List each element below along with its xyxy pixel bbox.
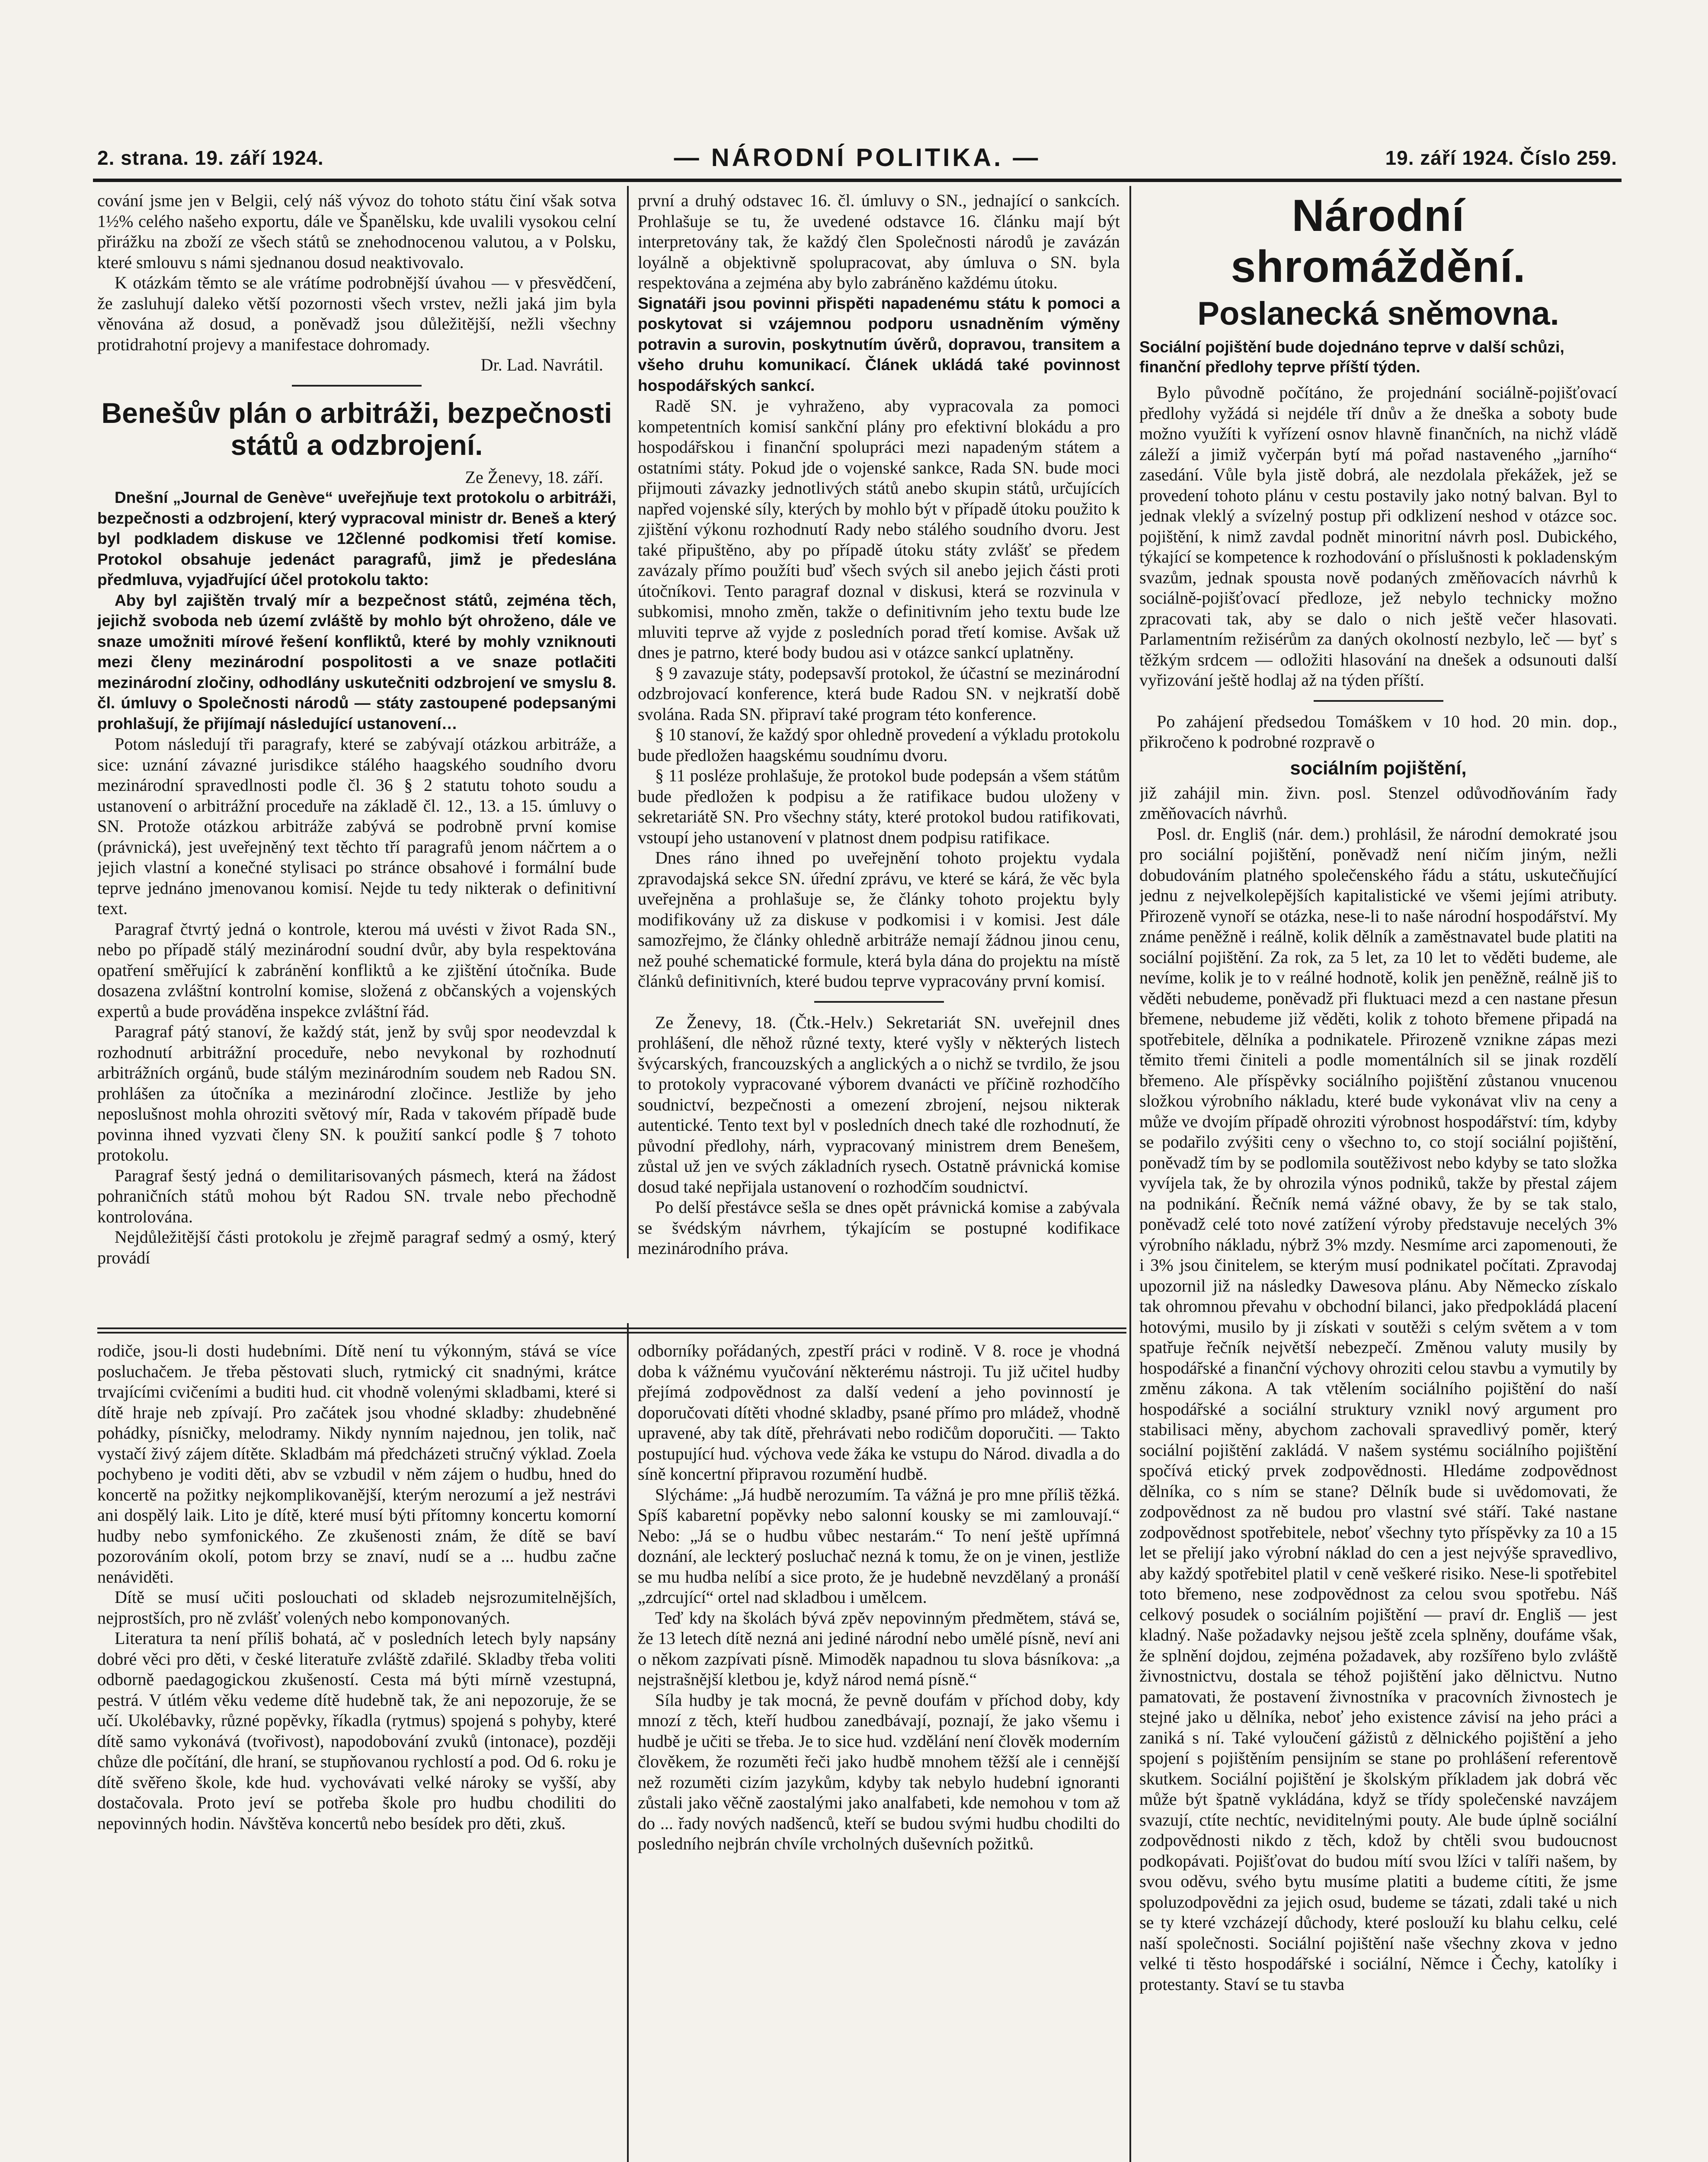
paragraph: § 9 zavazuje státy, podepsavší protokol, že účastní se mezinárodní odzbrojovací konference, která bude Radou SN. v nejkratší době svolána. Rada SN. připraví také program této konference.	[638, 663, 1120, 724]
feuilleton-column-left	[97, 1340, 616, 2162]
paragraph: Po zahájení předsedou Tomáškem v 10 hod. 20 min. dop., přikročeno k podrobné rozpravě o	[1139, 711, 1617, 752]
paragraph: první a druhý odstavec 16. čl. úmluvy o SN., jednající o sankcích. Prohlašuje se tu, že uvedené odstavce 16. článku mají být interpretovány tak, že každý člen Společnosti národů je zavázán loyálně a objektivně spolupracovat, aby úmluva o SN. byla respektována a zejména aby bylo zabráněno každému útoku.	[638, 191, 1120, 292]
paragraph: odborníky pořádaných, zpestří práci v rodině. V 8. roce je vhodná doba k vážnému vyučování některému nástroji. Tu již učitel hudby přejímá zodpovědnost za další vedení a jeho povinností je doporučovati dítěti vhodné skladby, psané přímo pro mládež, vhodně upravené, aby tak dítě, přehrávati nebo rodičům doporučiti. — Takto postupující hud. výchova vede žáka ke vstupu do Národ. divadla a do síně koncertní připravou rozumění hudbě.	[638, 1341, 1120, 1484]
paragraph: § 10 stanoví, že každý spor ohledně provedení a výkladu protokolu bude předložen haagskému soudnímu dvoru.	[638, 725, 1120, 765]
newspaper-title: — NÁRODNÍ POLITIKA. —	[674, 144, 1041, 172]
headline-benes-plan: Benešův plán o arbitráži, bezpečnosti států a odzbrojení.	[101, 397, 612, 461]
paragraph: Literatura ta není příliš bohatá, ač v posledních letech byly napsány dobré věci pro děti, v české literatuře zvláště zdařilé. Skladby třeba voliti odborně paedagogickou zkušeností. Cesta má býti mírně vzestupná, pestrá. V útlém věku vedeme dítě hudebně tak, že ani nepozoruje, že se učí. Ukolébavky, různé popěvky, říkadla (rytmus) spojená s pohyby, které dítě samo vykonává (tvořivost), napodobování zvuků (intonace), později chůze dle počítání, dle hraní, se stupňovanou rychlostí a pod. Od 6. roku je dítě svěřeno škole, kde hud. vychovávati velké nároky se vyšší, aby dostačovala. Proto jeví se potřeba škole pro hudbu chodiliti do nepovinných hodin. Návštěva koncertů nebo besídek pro děti, zkuš.	[97, 1628, 616, 1833]
column-middle	[638, 190, 1120, 1323]
separator	[292, 385, 422, 387]
paragraph: Bylo původně počítáno, že projednání sociálně-pojišťovací předlohy vyžádá si nejdéle tří dnův a že dneška a soboty bude možno využíti k vyřízení osnov hlavně finančních, na nichž vládě záleží a jimiž vyčerpán bytí má pořad nastaveného „jarního“ zasedání. Vůle byla jistě dobrá, ale nezdolala překážek, jež se provedení tohoto plánu v cestu postavily jako notný balvan. Byl to jednak vleklý a svízelný postup při odklizení neshod v otázce soc. pojištění, k nimž zavdal podnět minoritní návrh posl. Dubického, týkající se kompetence k rozhodování o příslušnosti k pokladenským svazům, jednak spousta nově podaných změňovacích návrhů k sociálně-pojišťovací předloze, jež nebylo technicky možno zpracovati tak, aby se dalo o nich ještě večer hlasovati. Parlamentním režisérům za daných okolností nezbylo, leč — byť s těžkým srdcem — odložiti hlasování na dnešek a odsunouti další vyřizování ještě hodlaj až na týden příští.	[1139, 383, 1617, 690]
masthead-rule	[93, 179, 1622, 182]
paragraph: Ze Ženevy, 18. (Čtk.-Helv.) Sekretariát SN. uveřejnil dnes prohlášení, dle něhož různé texty, které vyšly v některých listech švýcarských, francouzských a anglických a o nichž se tvrdilo, že jsou to protokoly vypracované výborem dvanácti ve příčině rozhodčího soudnictví, bezpečnosti a omezení zbrojení, nejsou nikterak autentické. Tento text byl v posledních dnech také dle rozhodnutí, že původní předlohy, nárh, vypracovaný ministrem drem Benešem, zůstal už jen ve svých základních rysech. Ostatně právnická komise dosud také nepřijala ustanovení o rozhodčím soudnictví.	[638, 1012, 1120, 1196]
paragraph: Teď kdy na školách bývá zpěv nepovinným předmětem, stává se, že 13 letech dítě nezná ani jediné národní nebo umělé písně, neví ani o někom zazpívati písně. Mimoděk napadnou tu slova básníkova: „a nejstrašnější kletbou je, když národ nemá písně.“	[638, 1608, 1120, 1689]
author-signature: Dr. Lad. Navrátil.	[480, 355, 603, 374]
feuilleton-column-middle	[638, 1340, 1120, 2162]
paragraph: Paragraf šestý jedná o demilitarisovaných pásmech, která na žádost pohraničních států mohou být Radou SN. trvale nebo přechodně kontrolována.	[97, 1165, 616, 1226]
section-title: Národní shromáždění.	[1231, 191, 1526, 292]
masthead	[93, 145, 1622, 184]
paragraph: rodiče, jsou-li dosti hudebními. Dítě není tu výkonným, stává se více posluchačem. Je třeba pěstovati sluch, rytmický cit snadnými, krátce trvajícími cvičeními a buditi hud. cit vhodně volenými skladbami, které si dítě hraje neb zpívají. Pro začátek jsou vhodné skladby: zhudebněné pohádky, písničky, melodramy. Nikdy nynním najednou, jen tolik, nač vystačí živý zájem dítěte. Skladbám má předcházeti stručný výklad. Zoela pochybeno je voditi děti, abv se vzbudil v něm zájem o hudbu, hned do koncertě na požitky nejkomplikovanější, kterým nerozumí a jež nestrávi ani dospělý laik. Lito je dítě, které musí býti přítomny koncertu komorní hudby nebo symfonického. Ze zkušenosti znám, že dítě se baví pozorováním okolí, potom brzy se znaví, nudí se a ... hudbu začne nenáviděti.	[97, 1341, 616, 1586]
paragraph: Dítě se musí učiti poslouchati od skladeb nejsrozumitelnějších, nejprostších, pro ně zvlášť volených nebo komponovaných.	[97, 1587, 616, 1628]
article-continuation: cování jsme jen v Belgii, celý náš vývoz do tohoto státu činí však sotva 1½% celého našeho exportu, dále ve Španělsku, kde uvalili vysokou celní přirážku na zboží ze všech států se znehodnocenou valutou, a v Polsku, které smlouvu s námi sjednanou dosud neaktivovalo.	[97, 191, 616, 272]
paragraph: Radě SN. je vyhraženo, aby vypracovala za pomoci kompetentních komisí sankční plány pro efektivní blokádu a pro hospodářskou i finanční spolupráci mezi napadeným státem a ostatními státy. Pokud jde o vojenské sankce, Rada SN. bude moci přijmouti závazky jednotlivých států anebo skupin států, určujících napřed vojenské síly, kterých by mohlo být v případě útoku použito k zjištění výkonu rozhodnutí Rady nebo stálého soudního dvoru. Jest také připuštěno, aby po případě útoku státy zvlášť se předem zavázaly přímo použíti buď všech svých sil anebo jejich části proti útočníkovi. Tento paragraf doznal v diskusi, která se rozvinula v subkomisi, mnoho změn, takže o definitivním jeho textu bude lze mluviti teprve až vyjde z posledních porad třetí komise. Avšak už dnes je patrno, které body budou asi v otázce sankcí uplatněny.	[638, 396, 1120, 662]
column-right	[1139, 190, 1617, 2162]
issue-date-number: 19. září 1924. Číslo 259.	[1385, 147, 1617, 169]
bold-paragraph: Signatáři jsou povinni přispěti napadenému státu k pomoci a poskytovat si vzájemnou podporu usnadněním výměny potravin a surovin, poskytnutím úvěrů, dopravou, transitem a všeho druhu komunikací. Článek ukládá také povinnost hospodářských sankcí.	[638, 294, 1120, 394]
paragraph: K otázkám těmto se ale vrátíme podrobnější úvahou — v přesvědčení, že zasluhují daleko větší pozornosti všech vrstev, nežli jaká jim byla věnována až dosud, a poněvadž jsou důležitější, nežli všechny protidrahotní projevy a manifestace dohromady.	[97, 273, 616, 354]
separator	[1314, 700, 1443, 702]
protocol-quote: Aby byl zajištěn trvalý mír a bezpečnost států, zejména těch, jejichž svoboda neb území zvláště by mohlo být ohroženo, dále ve snaze umožniti mírové řešení konfliktů, které by mohly vzniknouti mezi členy mezinárodní pospolitosti a ve snaze potlačiti mezinárodní zločiny, odhodlány uskutečniti odzbrojení ve smyslu 8. čl. úmluvy o Společnosti národů — státy zastoupené podepsanými prohlašují, že přijímají následující ustanovení…	[97, 591, 616, 732]
paragraph: Paragraf pátý stanoví, že každý stát, jenž by svůj spor neodevzdal k rozhodnutí arbitrážní proceduře, nebo nevykonal by rozhodnutí arbitrážních orgánů, bude stálým mezinárodním soudem neb Radou SN. prohlášen za útočníka a mezinárodní zločince. Jestliže by jeho neposlušnost mohla ohroziti světový mír, Rada v takovém případě bude povinna ihned vyzvati členy SN. k použití sankcí podle § 7 tohoto protokolu.	[97, 1022, 616, 1164]
paragraph: Paragraf čtvrtý jedná o kontrole, kterou má uvésti v život Rada SN., nebo po případě stálý mezinárodní soudní dvůr, aby byla respektována opatření směřující k zabránění konfliktů a ke zjištění útočníka. Bude dosazena zvláštní kontrolní komise, složená z občanských a vojenských expertů a bude prováděna inspekce zvláštní řád.	[97, 919, 616, 1021]
topic-heading: sociálním pojištění,	[1290, 757, 1467, 779]
paragraph: Nejdůležitější části protokolu je zřejmě paragraf sedmý a osmý, který provádí	[97, 1227, 616, 1267]
paragraph: Potom následují tři paragrafy, které se zabývají otázkou arbitráže, a sice: uznání závazné jurisdikce stálého haagského soudního dvoru mezinárodní spravedlnosti podle čl. 36 § 2 statutu tohoto soudu a ustanovení o arbitrážní proceduře na základě čl. 12., 13. a 15. úmluvy o SN. Protože otázkou arbitráže zabývá se podrobně první komise (právnická), jest uveřejněný text těchto tří paragrafů jenom náčrtem a o jejich vlastní a konečné stylisaci po stránce obsahové i formální bude teprve jednáno jmenovanou komisí. Nejde tu tedy nikterak o definitivní text.	[97, 734, 616, 918]
page-number-date: 2. strana. 19. září 1924.	[97, 147, 324, 169]
paragraph: Síla hudby je tak mocná, že pevně doufám v příchod doby, kdy mnozí z těch, kteří hudbou zanedbávají, poznají, že jako všemu i hudbě je učiti se třeba. Je to sice hud. vzdělání není člověk moderním člověkem, že rozuměti řeči jako hudbě mnohem těžší ale i cennější než rozuměti cizím jazykům, kdyby tak nebylo hudební ignoranti zůstali jako věčně zaostalými jako analfabeti, kde nemohou v tom až do ... řady nových nadšenců, kteří se budou svými hudbu chodilti do posledního nejbrán chvíle vrcholných duševních požitků.	[638, 1690, 1120, 1853]
section-subtitle: Poslanecká sněmovna.	[1197, 295, 1559, 332]
paragraph: již zahájil min. živn. posl. Stenzel odůvodňováním řady změňovacích návrhů.	[1139, 783, 1617, 823]
feuilleton-rule	[97, 1327, 1126, 1334]
paragraph: Po delší přestávce sešla se dnes opět právnická komise a zabývala se švédským návrhem, týkajícím se postupné kodifikace mezinárodního práva.	[638, 1197, 1120, 1258]
lead-paragraph: Dnešní „Journal de Genève“ uveřejňuje text protokolu o arbitráži, bezpečnosti a odzbrojení, který vypracoval ministr dr. Beneš a který byl podkladem diskuse ve 12členné podkomisi třetí komise. Protokol obsahuje jedenáct paragrafů, jimž je předeslána předmluva, vyjadřující účel protokolu takto:	[97, 489, 616, 588]
paragraph: Dnes ráno ihned po uveřejnění tohoto projektu vydala zpravodajská sekce SN. úřední zprávu, ve které se kárá, že věc byla uveřejněna a prohlašuje se, že články tohoto projektu byly modifikovány už za diskuse v podkomisi i v komisi. Jest dále samozřejmo, že články ohledně arbitráže nemají žádnou jinou cenu, než pouhé schematické formule, která byla dána do projektu na místě článků definitivních, které budou teprve vypracovány první komisí.	[638, 848, 1120, 991]
column-left	[97, 190, 616, 1323]
paragraph: Posl. dr. Engliš (nár. dem.) prohlásil, že národní demokraté jsou pro sociální pojištění, poněvadž není ničím jiným, nežli dobudováním platného společenského řádu a státu, uskutečňující jednu z nejvelkolepějších kapitalistické ve všemi jejími atributy. Přirozeně vynoří se otázka, nese-li to naše národní hospodářství. My známe peněžně i reálně, kolik dělník a zaměstnavatel bude platiti na sociální pojištění. Za rok, za 5 let, za 10 let to věděti budeme, ale nevíme, kolik je to v reálné hodnotě, kolik jen peněžně, reálně jiš to věděti nebudeme, poněvadž při fluktuaci mezd a cen nastane přesun břemene, nebudeme již věděti, kolik z tohoto břemene připadá na spotřebitele, dělníka a podnikatele. Přirozeně vznikne zápas mezi těmito třemi činiteli a podle momentálních sil se jinak rozdělí břemeno. Ale příspěvky sociálního pojištění zůstanou vnucenou složkou výrobního nákladu, které bude vykonávat vliv na ceny a může ve dvojím případě ohroziti výrobnost hospodářství: tím, kdyby se podařilo zvýšiti ceny o všechno to, co stojí sociální pojištění, poněvadž tím by se podlomila soutěživost nebo kdyby se tato složka vyvíjela tak, že by ohrozila výnos podniků, takže by přestal zájem na podnikání. Řečník nemá vážné obavy, že by se tak stalo, poněvadž celé toto nové zatížení výroby představuje necelých 3% výrobního nákladu, nýbrž 3% mzdy. Nesmíme arci zapomenouti, že i 3% jsou činitelem, se kterým musí podnikatel počítati. Zpravodaj upozornil již na následky Dawesova plánu. Aby Německo získalo tak ohromnou převahu v obchodní bilanci, jako předpokládá placení hotovými, musilo by ji získati v soutěži s celým světem a v tom spatřuje řečník největší nebezpečí. Změnou valuty musily by hospodářské a finanční výchovy ohroziti celou stavbu a vymutily by změnu zákona. A tak vtělením sociálního pojištění do naší hospodářské a sociální struktury vznikl nový argument pro stabilisaci měny, abychom zachovali spravedlivý poměr, který sociální pojištění zakládá. V našem systému sociálního pojištění spočívá etický prvek zodpovědnosti. Hledáme zodpovědnost dělníka, co s ním se stane? Dělník bude si uvědomovati, že zodpovědnost za ně budou pro vlastní své stáří. Také nastane zodpovědnost spotřebitele, neboť všechny tyto příspěvky za 10 a 15 let se přelijí jako výrobní náklad do cen a jest nejvýše spravedlivo, aby každý spotřebitel platil v ceně veškeré risiko. Nese-li spotřebitel toto břemeno, nese zodpovědnost za celou svou spotřebu. Náš celkový posudek o sociálním pojištění — praví dr. Engliš — jest kladný. Naše požadavky nejsou ještě zcela splněny, doufáme však, že splnění dojdou, zejména požadavek, aby rozšířeno bylo zvláště živnostnictvu, dostala se téhož pojištění jako dělnictvu. Nutno pamatovati, že postavení živnostníka v pracovních živnostech je stejné jako u dělníka, neboť jeho existence závisí na jeho práci a zaniká s ní. Také vyloučení gážistů z dělnického pojištění a jeho spojení s pojištěním pensijním se stane po prohlášení referentově skutkem. Sociální pojištění je školským příkladem jak dobrá věc může být špatně vykládána, když se třídy společenské navzájem svazují, ctíte nechtíc, neviditelnými pouty. Ale bude úplně sociální zodpovědnosti nikdo z těch, kdož by chtěli svou budoucnost podkopávati. Pojišťovat do budou mítí svou lžíci v talíři našem, by svou oděvu, svého bytu musíme platiti a budeme cítiti, že jsme spoluzodpovědni za jejich osud, budeme se tázati, zdali také u nich se ty které vzcházejí důchody, které poslouží ku blahu celku, celé naší společnosti. Sociální pojištění naše všechny zkova v jedno velké ti těsto hospodářské i sociální, Němce i Čechy, katolíky i protestanty. Staví se tu stavba	[1139, 824, 1617, 1994]
paragraph: § 11 posléze prohlašuje, že protokol bude podepsán a všem státům bude předložen k podpisu a že ratifikace budou uloženy v sekretariátě SN. Pro všechny státy, které protokol budou ratifikovati, vstoupí jeho ustanovení v platnost dnem podpisu ratifikace.	[638, 766, 1120, 847]
column-rule	[1129, 186, 1131, 2162]
paragraph: Slýcháme: „Já hudbě nerozumím. Ta vážná je pro mne příliš těžká. Spíš kabaretní popěvky nebo salonní kousky se mi zamlouvají.“ Nebo: „Já se o hudbu vůbec nestarám.“ To není ještě upřímná doznání, ale leckterý posluchač nezná k tomu, že on je vinen, jestliže se mu hudba nelíbí a sice proto, že je hudebně nevzdělaný a pronáší „zdrcující“ ortel nad skladbou i umělcem.	[638, 1484, 1120, 1607]
dateline: Ze Ženevy, 18. září.	[465, 467, 603, 487]
column-rule	[627, 186, 629, 1258]
article-deck: Sociální pojištění bude dojednáno teprve v další schůzi, finanční předlohy teprve příští týden.	[1139, 338, 1564, 376]
separator	[814, 1001, 944, 1003]
column-rule	[627, 1323, 629, 2162]
